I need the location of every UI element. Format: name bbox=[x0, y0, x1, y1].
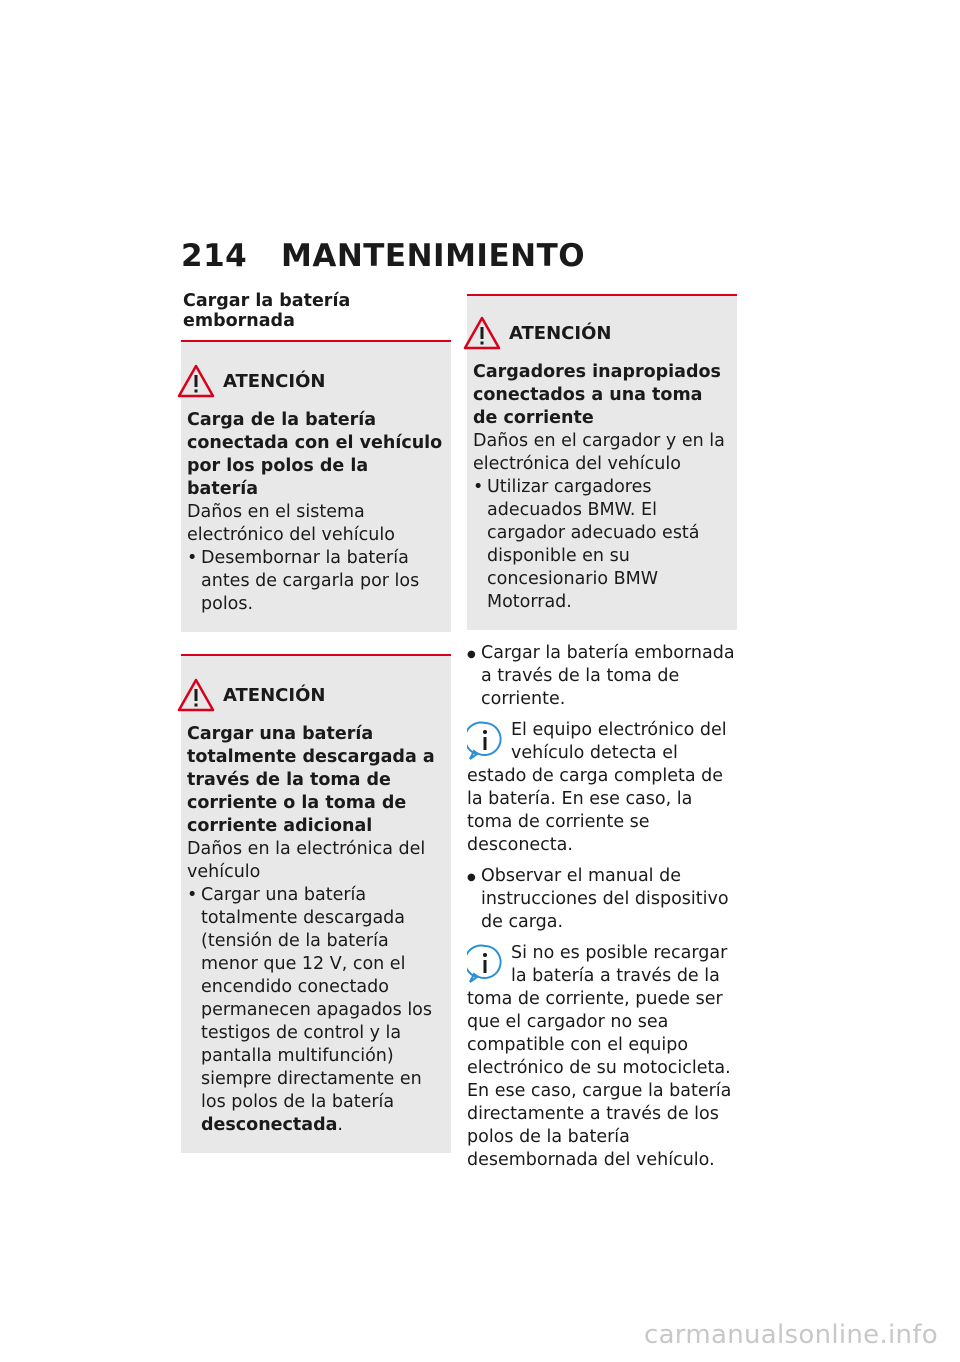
info-note bbox=[467, 942, 737, 1172]
bullet-emphasis: desconectada bbox=[201, 1115, 338, 1135]
warning-bullet: • Desembornar la batería antes de cargarla por los polos. bbox=[187, 547, 445, 616]
section-title: Cargar la batería embornada bbox=[183, 291, 351, 331]
warning-text: Daños en el sistema electrónico del vehículo bbox=[187, 502, 395, 545]
warning-box-1 bbox=[181, 340, 451, 632]
info-icon bbox=[467, 944, 503, 984]
warning-label: ATENCIÓN bbox=[223, 370, 326, 392]
warning-title: Carga de la batería conectada con el vehículo por los polos de la batería bbox=[187, 410, 443, 499]
warning-bullet: • Utilizar cargadores adecuados BMW. El cargador adecuado está disponible en su concesionario BMW Motorrad. bbox=[473, 476, 731, 614]
warning-text: Daños en el cargador y en la electrónica del vehículo bbox=[473, 431, 725, 474]
step-item: ● Cargar la batería embornada a través de la toma de corriente. bbox=[467, 642, 737, 711]
warning-bullet bbox=[187, 884, 445, 1137]
info-icon bbox=[467, 721, 503, 761]
chapter-title: MANTENIMIENTO bbox=[281, 238, 586, 274]
warning-triangle-icon bbox=[463, 316, 501, 350]
page-number: 214 bbox=[181, 238, 248, 274]
warning-box-2 bbox=[181, 654, 451, 1153]
warning-box-3 bbox=[467, 294, 737, 630]
info-note-text: Si no es posible recargar la batería a través de la toma de corriente, puede ser que el cargador no sea compatible con el equipo electrónico de su motocicleta. En ese caso, cargue la batería directamente a través de los polos de la batería desembornada del vehículo. bbox=[467, 943, 732, 1170]
warning-header bbox=[463, 316, 731, 350]
step-item: ● Observar el manual de instrucciones del dispositivo de carga. bbox=[467, 865, 737, 934]
warning-header bbox=[177, 678, 445, 712]
warning-label: ATENCIÓN bbox=[509, 322, 612, 344]
info-note-text: El equipo electrónico del vehículo detecta el estado de carga completa de la batería. En ese caso, la toma de corriente se desconecta. bbox=[467, 720, 727, 855]
bullet-end: . bbox=[337, 1115, 343, 1135]
watermark: carmanualsonline.info bbox=[643, 1320, 938, 1350]
info-note bbox=[467, 719, 737, 857]
warning-triangle-icon bbox=[177, 364, 215, 398]
right-column bbox=[467, 294, 737, 1180]
page-header bbox=[181, 238, 585, 274]
warning-label: ATENCIÓN bbox=[223, 684, 326, 706]
warning-title: Cargadores inapropiados conectados a una toma de corriente bbox=[473, 362, 721, 428]
left-column bbox=[181, 291, 451, 1175]
warning-triangle-icon bbox=[177, 678, 215, 712]
bullet-text: Cargar una batería totalmente descargada (tensión de la batería menor que 12 V, con el encendido conectado permanecen apagados los testigos de control y la pantalla multifunción) siempre directamente en los polos de la batería bbox=[201, 885, 433, 1112]
warning-text: Daños en la electrónica del vehículo bbox=[187, 839, 426, 882]
warning-title: Cargar una batería totalmente descargada a través de la toma de corriente o la toma de corriente adicional bbox=[187, 724, 435, 836]
warning-header bbox=[177, 364, 445, 398]
